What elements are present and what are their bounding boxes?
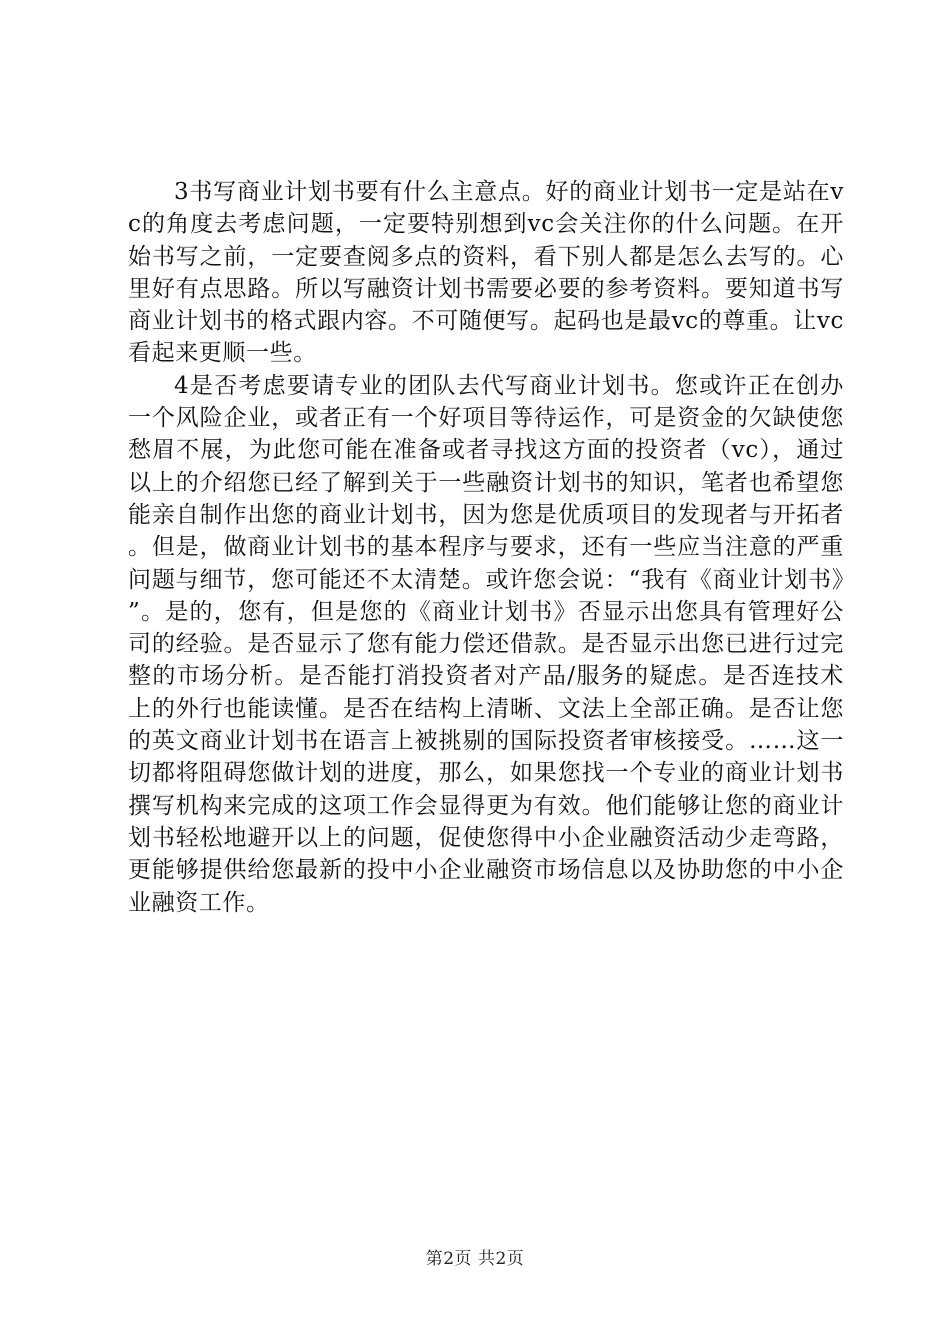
document-body xyxy=(128,176,844,919)
page-footer: 第2页 共2页 xyxy=(425,1249,525,1269)
paragraph-3: 3书写商业计划书要有什么主意点。好的商业计划书一定是站在vc的角度去考虑问题，一定要特别想到vc会关注你的什么问题。在开始书写之前，一定要查阅多点的资料，看下别人都是怎么去写的。心里好有点思路。所以写融资计划书需要必要的参考资料。要知道书写商业计划书的格式跟内容。不可随便写。起码也是最vc的尊重。让vc看起来更顺一些。 xyxy=(128,179,844,367)
paragraph-4: 4是否考虑要请专业的团队去代写商业计划书。您或许正在创办一个风险企业，或者正有一个好项目等待运作，可是资金的欠缺使您愁眉不展，为此您可能在准备或者寻找这方面的投资者（vc），通过以上的介绍您已经了解到关于一些融资计划书的知识，笔者也希望您能亲自制作出您的商业计划书，因为您是优质项目的发现者与开拓者。但是，做商业计划书的基本程序与要求，还有一些应当注意的严重问题与细节，您可能还不太清楚。或许您会说：“我有《商业计划书》”。是的，您有，但是您的《商业计划书》否显示出您具有管理好公司的经验。是否显示了您有能力偿还借款。是否显示出您已进行过完整的市场分析。是否能打消投资者对产品/服务的疑虑。是否连技术上的外行也能读懂。是否在结构上清晰、文法上全部正确。是否让您的英文商业计划书在语言上被挑剔的国际投资者审核接受。……这一切都将阻碍您做计划的进度，那么，如果您找一个专业的商业计划书撰写机构来完成的这项工作会显得更为有效。他们能够让您的商业计划书轻松地避开以上的问题，促使您得中小企业融资活动少走弯路，更能够提供给您最新的投中小企业融资市场信息以及协助您的中小企业融资工作。 xyxy=(128,372,844,916)
